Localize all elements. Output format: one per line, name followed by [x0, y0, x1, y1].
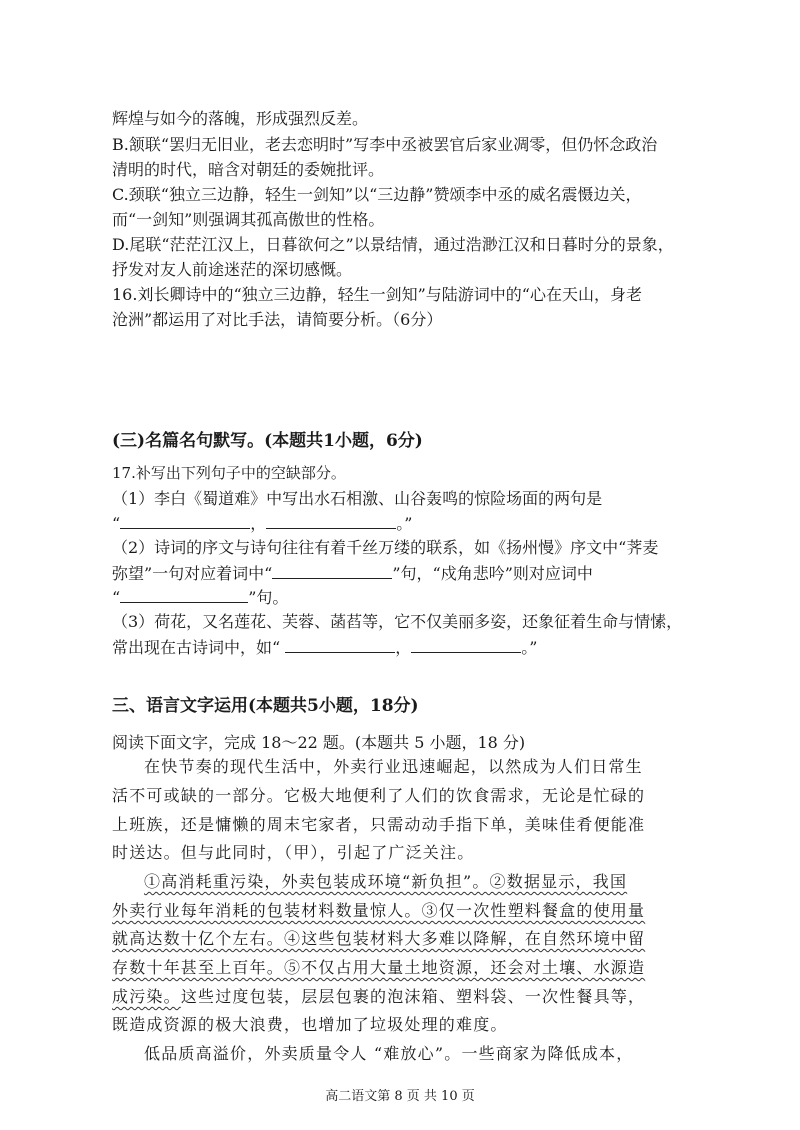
option-b-line1: B.颔联“罢归无旧业，老去恋明时”写李中丞被罢官后家业凋零，但仍怀念政治 [112, 135, 658, 154]
option-a-tail: 辉煌与如今的落魄，形成强烈反差。 [112, 109, 369, 128]
underlined-line-5 [112, 982, 645, 1012]
reading-intro: 阅读下面文字，完成 18～22 题。(本题共 5 小题，18 分) [112, 733, 526, 752]
question-17-part1-line1: （1）李白《蜀道难》中写出水石相激、山谷轰鸣的惊险场面的两句是 [112, 489, 603, 508]
wavy-underlined-text: 成污染。 [112, 987, 181, 1006]
passage-line-1: 在快节奏的现代生活中，外卖行业迅速崛起，以然成为人们日常生 [144, 757, 643, 776]
plain-text: 这些过度包装，层层包裹的泡沫箱、塑料袋、一次性餐具等， [180, 987, 646, 1006]
passage-line-3: 上班族，还是慵懒的周末宅家者，只需动动手指下单，美味佳肴便能准 [112, 815, 646, 834]
answer-blank-6[interactable] [411, 636, 521, 653]
passage-line-4: 时送达。但与此同时，（甲），引起了广泛关注。 [112, 843, 475, 862]
page-footer: 高二语文第 8 页 共 10 页 [325, 1089, 475, 1104]
wavy-underlined-text: 外卖行业每年消耗的包装材料数量惊人。③仅一次性塑料餐盒的使用量 [112, 901, 646, 920]
question-17-part2-line1: （2）诗词的序文与诗句往往有着千丝万缕的联系，如《扬州慢》序文中“荠麦 [112, 538, 659, 557]
answer-blank-5[interactable] [285, 636, 395, 653]
part2-text-b: ”句，“戍角悲吟”则对应词中 [392, 564, 593, 583]
comma: ， [250, 514, 267, 533]
part2-text-a: 弥望”一句对应着词中“ [112, 564, 273, 583]
option-d-line1: D.尾联“茫茫江汉上，日暮欲何之”以景结情，通过浩渺江汉和日暮时分的景象， [112, 235, 674, 254]
passage-line-2: 活不可或缺的一部分。它极大地便利了人们的饮食需求，无论是忙碌的 [112, 786, 646, 805]
underlined-line-3 [112, 924, 645, 954]
question-17-part2-line3 [112, 586, 288, 609]
close-quote: 。” [521, 638, 538, 657]
question-17-part1-answer-line [112, 512, 412, 535]
option-b-line2: 清明的时代，暗含对朝廷的委婉批评。 [112, 160, 385, 179]
question-17-part3-line2 [112, 636, 537, 659]
language-section-heading: 三、语言文字运用(本题共5小题，18分) [112, 696, 419, 716]
question-16-line1: 16.刘长卿诗中的“独立三边静，轻生一剑知”与陆游词中的“心在天山，身老 [112, 285, 642, 304]
wavy-underlined-text: ①高消耗重污染，外卖包装成环境“新负担”。②数据显示，我国 [144, 872, 628, 891]
part2-text-c: “ [112, 588, 121, 607]
answer-blank-4[interactable] [120, 586, 248, 603]
part3-text-a: 常出现在古诗词中，如“ [112, 638, 286, 657]
question-17-part3-line1: （3）荷花，又名莲花、芙蓉、菡萏等，它不仅美丽多姿，还象征着生命与情愫， [112, 612, 683, 631]
passage-line-6: 既造成资源的极大浪费，也增加了垃圾处理的难度。 [112, 1015, 508, 1034]
open-quote: “ [112, 514, 121, 533]
dictation-section-heading: (三)名篇名句默写。(本题共1小题，6分) [112, 431, 423, 451]
wavy-underlined-text: 存数十年甚至上百年。⑤不仅占用大量土地资源，还会对土壤、水源造 [112, 958, 646, 977]
underlined-line-4 [112, 953, 645, 983]
comma: ， [395, 638, 412, 657]
close-quote: 。” [396, 514, 413, 533]
question-17-part2-line2 [112, 562, 593, 585]
answer-blank-2[interactable] [266, 512, 396, 529]
underlined-line-2 [112, 896, 645, 926]
wavy-underlined-text: 就高达数十亿个左右。④这些包装材料大多难以降解，在自然环境中留 [112, 929, 646, 948]
underlined-line-1 [144, 867, 627, 897]
answer-blank-1[interactable] [120, 512, 250, 529]
option-c-line2: 而“一剑知”则强调其孤高傲世的性格。 [112, 210, 385, 229]
passage-line-7: 低品质高溢价，外卖质量令人 “难放心”。一些商家为降低成本， [144, 1044, 634, 1063]
question-17-intro: 17.补写出下列句子中的空缺部分。 [112, 464, 346, 482]
option-d-line2: 抒发对友人前途迷茫的深切感慨。 [112, 260, 353, 279]
part2-text-d: ”句。 [248, 588, 289, 607]
question-16-line2: 沧洲”都运用了对比手法，请简要分析。（6分） [112, 310, 443, 329]
option-c-line1: C.颈联“独立三边静，轻生一剑知”以“三边静”赞颂李中丞的威名震慑边关， [112, 185, 642, 204]
answer-blank-3[interactable] [272, 562, 392, 579]
